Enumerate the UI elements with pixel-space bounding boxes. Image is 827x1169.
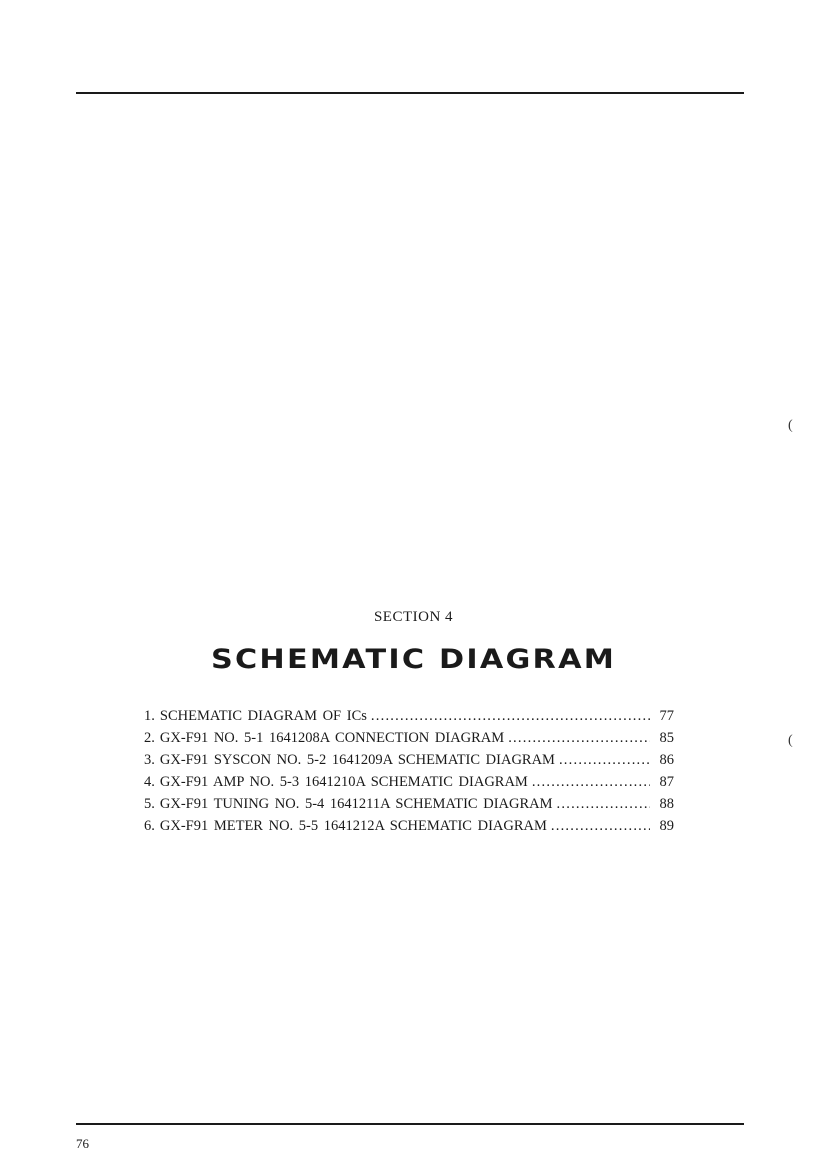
toc-leader-dots: [559, 752, 650, 769]
toc-item-5[interactable]: [144, 796, 674, 818]
toc-item-2[interactable]: [144, 730, 674, 752]
margin-binding-mark: (: [788, 418, 793, 433]
toc-item-number: 1.: [144, 708, 155, 724]
toc-item-number: 4.: [144, 774, 155, 790]
toc-item-6[interactable]: [144, 818, 674, 840]
toc-item-page: 87: [659, 774, 674, 790]
section-label: SECTION 4: [373, 609, 454, 625]
toc-item-page: 85: [659, 730, 674, 746]
page-number: 76: [76, 1136, 89, 1151]
toc-item-title: GX-F91 TUNING NO. 5-4 1641211A SCHEMATIC DIAGRAM: [159, 796, 553, 812]
toc-leader-dots: [371, 708, 650, 725]
toc-item-number: 6.: [144, 818, 155, 834]
toc-item-title: SCHEMATIC DIAGRAM OF ICs: [159, 708, 367, 724]
toc-item-page: 88: [659, 796, 674, 812]
toc-item-number: 5.: [144, 796, 155, 812]
toc-item-number: 2.: [144, 730, 155, 746]
toc-item-4[interactable]: [144, 774, 674, 796]
toc-leader-dots: [532, 774, 650, 791]
top-rule: [76, 92, 744, 94]
toc-leader-dots: [508, 730, 650, 747]
margin-binding-mark: (: [788, 733, 793, 748]
toc-leader-dots: [551, 818, 650, 835]
table-of-contents: [144, 708, 674, 840]
toc-leader-dots: [557, 796, 650, 813]
toc-item-title: GX-F91 SYSCON NO. 5-2 1641209A SCHEMATIC DIAGRAM: [159, 752, 555, 768]
toc-item-title: GX-F91 AMP NO. 5-3 1641210A SCHEMATIC DIAGRAM: [159, 774, 528, 790]
toc-item-page: 77: [659, 708, 674, 724]
toc-item-1[interactable]: [144, 708, 674, 730]
bottom-rule: [76, 1123, 744, 1125]
toc-item-title: GX-F91 METER NO. 5-5 1641212A SCHEMATIC DIAGRAM: [159, 818, 547, 834]
toc-item-page: 89: [659, 818, 674, 834]
toc-item-number: 3.: [144, 752, 155, 768]
toc-item-page: 86: [659, 752, 674, 768]
toc-item-title: GX-F91 NO. 5-1 1641208A CONNECTION DIAGRAM: [159, 730, 505, 746]
toc-item-3[interactable]: [144, 752, 674, 774]
page-title: SCHEMATIC DIAGRAM: [210, 644, 617, 675]
